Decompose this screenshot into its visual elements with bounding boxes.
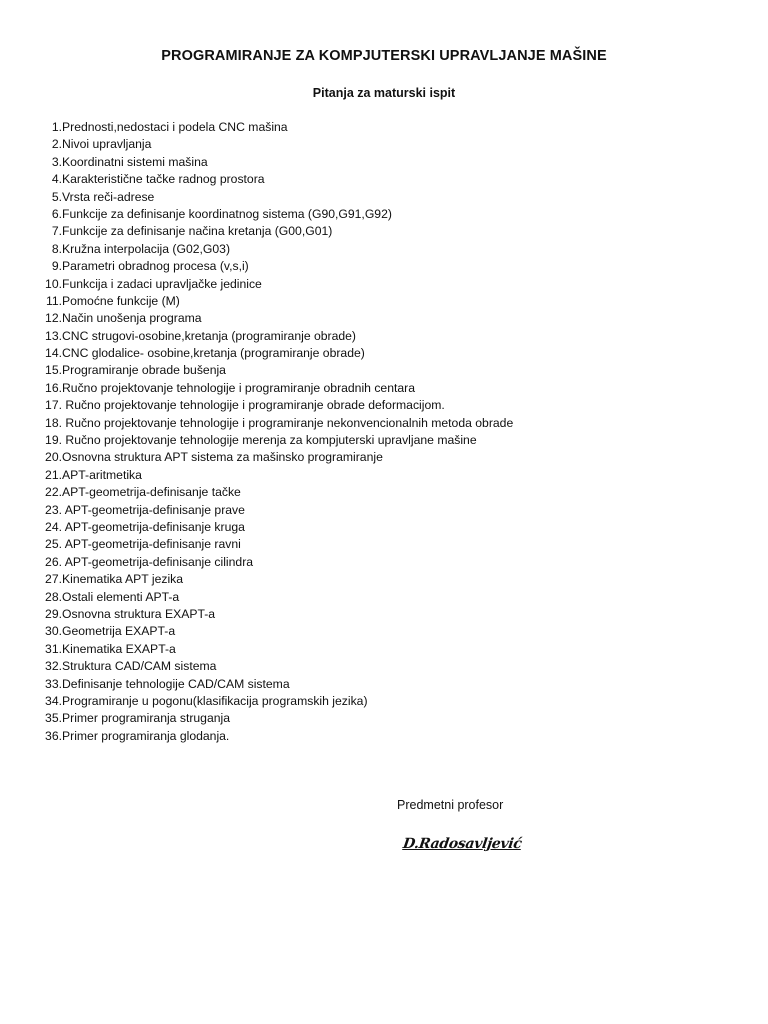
question-text: APT-geometrija-definisanje kruga	[62, 519, 245, 534]
professor-signature: D.Radosavljević	[401, 836, 523, 852]
list-item	[0, 432, 640, 449]
question-text: Parametri obradnog procesa (v,s,i)	[62, 259, 249, 274]
question-text: Ručno projektovanje tehnologije i programiranje obradnih centara	[62, 380, 415, 395]
question-text: APT-geometrija-definisanje cilindra	[62, 554, 254, 569]
list-item	[0, 589, 640, 606]
list-item	[0, 345, 640, 362]
question-number: 29.	[45, 606, 62, 621]
question-text: Kinematika APT jezika	[62, 572, 184, 587]
question-number: 10.	[45, 276, 62, 291]
list-item	[0, 467, 640, 484]
question-text: APT-geometrija-definisanje ravni	[62, 537, 241, 552]
question-text: CNC strugovi-osobine,kretanja (programiranje obrade)	[62, 328, 356, 343]
question-text: Kružna interpolacija (G02,G03)	[62, 241, 231, 256]
question-text: Programiranje obrade bušenja	[62, 363, 226, 378]
list-item	[0, 641, 640, 658]
question-text: Definisanje tehnologije CAD/CAM sistema	[62, 676, 290, 691]
list-item	[0, 276, 640, 293]
question-text: Struktura CAD/CAM sistema	[62, 659, 217, 674]
question-text: Funkcije za definisanje načina kretanja (G00,G01)	[62, 224, 333, 239]
question-number: 32.	[45, 659, 62, 674]
question-number: 1.	[51, 120, 62, 134]
question-number: 18.	[45, 415, 62, 430]
question-text: Geometrija EXAPT-a	[62, 624, 176, 639]
question-number: 27.	[45, 572, 62, 587]
question-number: 34.	[45, 693, 62, 708]
list-item	[0, 380, 640, 397]
question-number: 6.	[51, 206, 62, 221]
list-item	[0, 484, 640, 501]
question-text: Primer programiranja struganja	[62, 711, 230, 726]
question-text: APT-geometrija-definisanje prave	[62, 502, 245, 517]
question-text: Način unošenja programa	[62, 311, 202, 326]
list-item	[0, 502, 640, 519]
list-item	[0, 728, 640, 745]
question-number: 20.	[45, 450, 62, 465]
question-text: Koordinatni sistemi mašina	[62, 154, 208, 169]
question-text: APT-geometrija-definisanje tačke	[62, 485, 241, 500]
list-item	[0, 554, 640, 571]
question-number: 25.	[45, 537, 62, 552]
question-number: 26.	[45, 554, 62, 569]
question-number: 33.	[45, 676, 62, 691]
list-item	[0, 206, 640, 223]
question-number: 30.	[45, 624, 62, 639]
question-number: 14.	[45, 346, 62, 361]
list-item	[0, 571, 640, 588]
question-number: 11.	[45, 293, 62, 308]
question-text: Ručno projektovanje tehnologije merenja za kompjuterski upravljane mašine	[62, 433, 477, 448]
question-text: APT-aritmetika	[62, 467, 142, 482]
question-text: CNC glodalice- osobine,kretanja (programiranje obrade)	[62, 346, 365, 361]
question-text: Ručno projektovanje tehnologije i programiranje nekonvencionalnih metoda obrade	[62, 415, 514, 430]
list-item	[0, 397, 640, 414]
question-text: Karakteristične tačke radnog prostora	[62, 172, 265, 187]
question-text: Kinematika EXAPT-a	[62, 641, 176, 656]
question-number: 21.	[45, 467, 62, 482]
list-item	[0, 519, 640, 536]
question-list	[0, 119, 640, 745]
list-item	[0, 415, 640, 432]
list-item	[0, 362, 640, 379]
question-number: 12.	[45, 311, 62, 326]
question-number: 3.	[51, 154, 62, 169]
question-text: Ostali elementi APT-a	[62, 589, 180, 604]
question-number: 2.	[51, 137, 62, 152]
document-subtitle: Pitanja za maturski ispit	[312, 86, 456, 100]
question-text: Osnovna struktura APT sistema za mašinsko programiranje	[62, 450, 383, 465]
professor-label: Predmetni profesor	[397, 798, 504, 812]
question-number: 9.	[51, 259, 62, 274]
list-item	[0, 449, 640, 466]
question-text: Funkcija i zadaci upravljačke jedinice	[62, 276, 262, 291]
list-item	[0, 189, 640, 206]
list-item	[0, 310, 640, 327]
document-title: PROGRAMIRANJE ZA KOMPJUTERSKI UPRAVLJANJE MAŠINE	[161, 48, 607, 64]
question-text: Programiranje u pogonu(klasifikacija programskih jezika)	[62, 693, 368, 708]
question-number: 35.	[45, 711, 62, 726]
question-number: 17.	[45, 398, 62, 413]
question-number: 5.	[51, 189, 62, 204]
question-number: 7.	[51, 224, 62, 239]
question-number: 24.	[45, 519, 62, 534]
question-text: Ručno projektovanje tehnologije i programiranje obrade deformacijom.	[62, 398, 445, 413]
question-number: 15.	[45, 363, 62, 378]
question-text: Osnovna struktura EXAPT-a	[62, 606, 216, 621]
question-number: 4.	[51, 172, 62, 187]
question-number: 36.	[45, 728, 62, 743]
list-item	[0, 606, 640, 623]
list-item	[0, 623, 640, 640]
list-item	[0, 536, 640, 553]
question-number: 8.	[51, 241, 62, 256]
question-number: 23.	[45, 502, 62, 517]
list-item	[0, 328, 640, 345]
list-item	[0, 293, 640, 310]
question-text: Pomoćne funkcije (M)	[62, 293, 180, 308]
question-text: Nivoi upravljanja	[62, 137, 152, 152]
question-number: 13.	[45, 328, 62, 343]
question-text: Vrsta reči-adrese	[62, 189, 155, 204]
question-number: 22.	[45, 485, 62, 500]
list-item	[0, 710, 640, 727]
list-item	[0, 171, 640, 188]
question-text: Primer programiranja glodanja.	[62, 728, 230, 743]
question-text: Funkcije za definisanje koordinatnog sistema (G90,G91,G92)	[62, 206, 392, 221]
list-item	[0, 119, 640, 136]
list-item	[0, 676, 640, 693]
list-item	[0, 241, 640, 258]
question-text: Prednosti,nedostaci i podela CNC mašina	[62, 120, 288, 134]
question-number: 19.	[45, 433, 62, 448]
list-item	[0, 658, 640, 675]
list-item	[0, 693, 640, 710]
list-item	[0, 154, 640, 171]
list-item	[0, 136, 640, 153]
list-item	[0, 258, 640, 275]
question-number: 16.	[45, 380, 62, 395]
question-number: 28.	[45, 589, 62, 604]
question-number: 31.	[45, 641, 62, 656]
list-item	[0, 223, 640, 240]
